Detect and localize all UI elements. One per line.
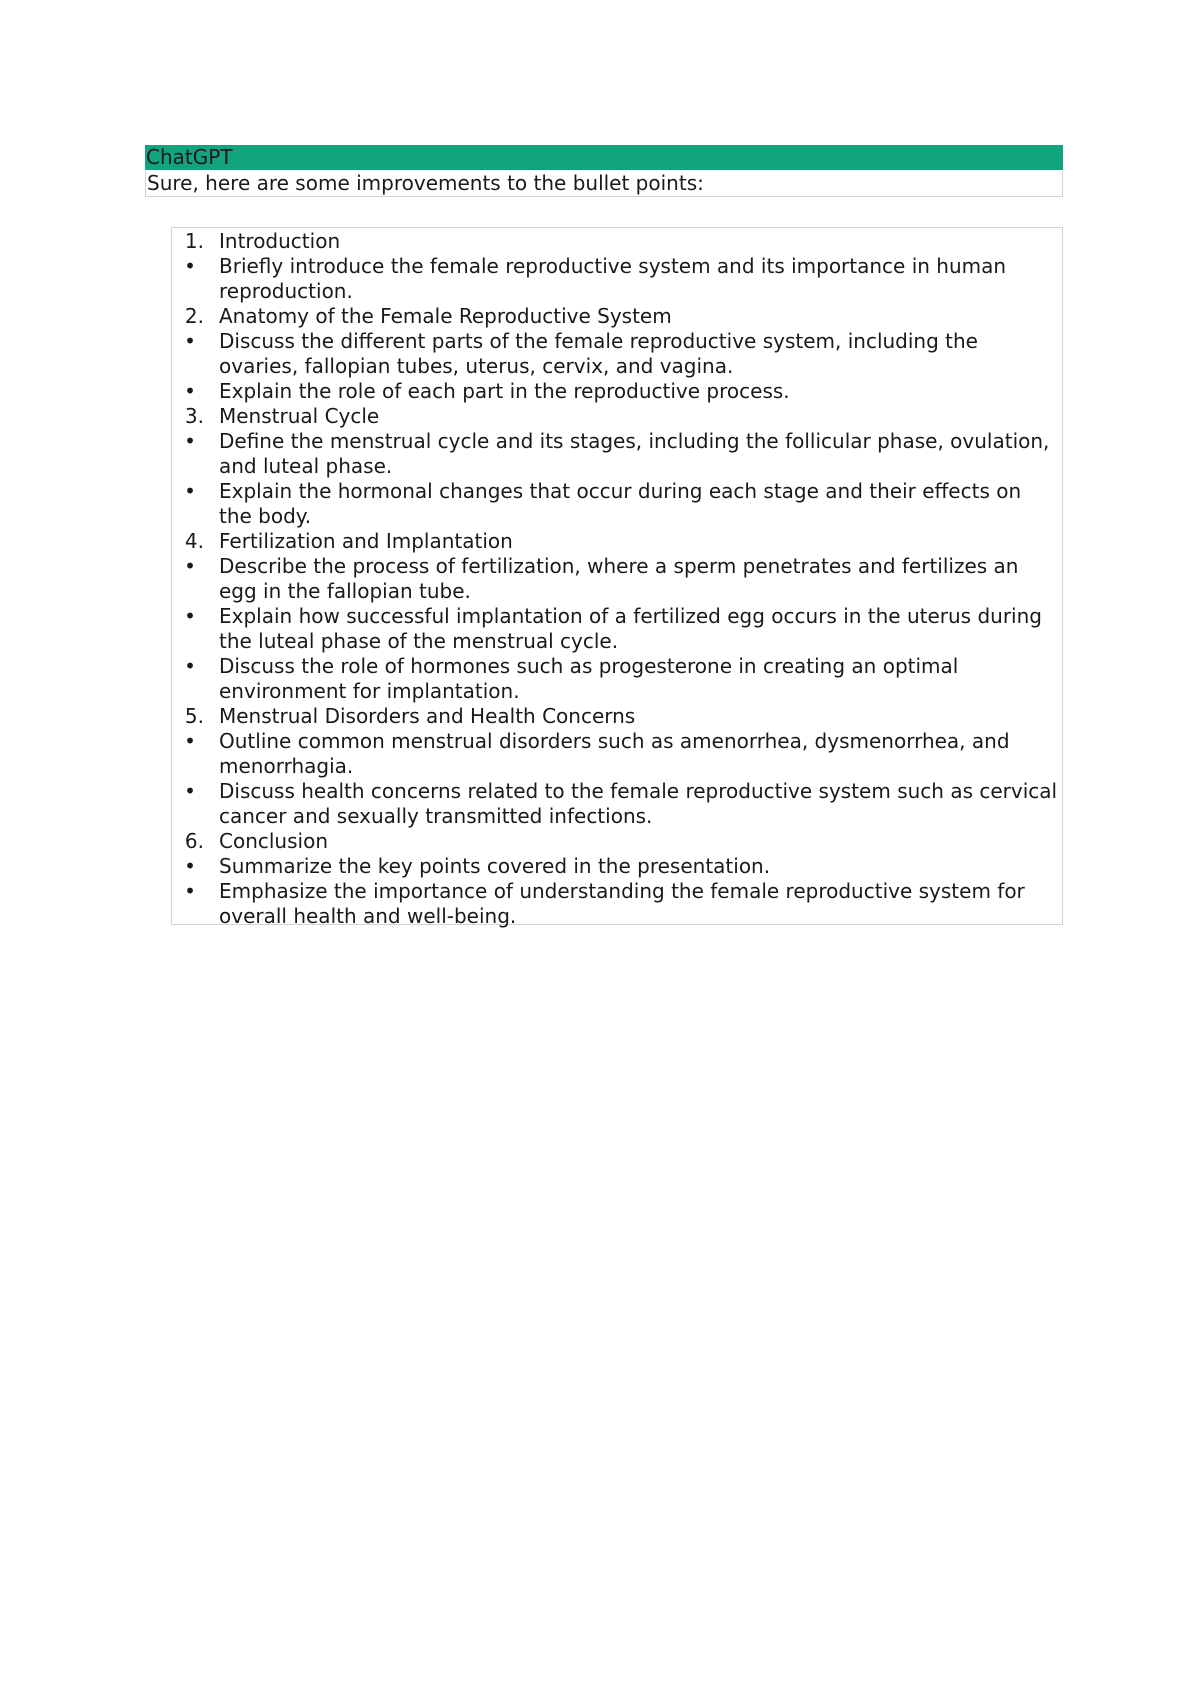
outline-item-bullet: [172, 654, 1062, 704]
bullet-icon: •: [184, 379, 196, 403]
outline-item-numbered: [172, 829, 1062, 854]
outline-item-numbered: [172, 704, 1062, 729]
response-intro: [145, 171, 1063, 197]
item-number: 6.: [184, 829, 204, 853]
item-number: 4.: [184, 529, 204, 553]
item-text: Menstrual Cycle: [219, 404, 380, 428]
chat-author-header: [145, 145, 1063, 170]
outline-item-numbered: [172, 304, 1062, 329]
item-text: Conclusion: [219, 829, 328, 853]
outline-item-bullet: [172, 479, 1062, 529]
item-number: 3.: [184, 404, 204, 428]
item-number: 2.: [184, 304, 204, 328]
item-text: Explain the hormonal changes that occur during each stage and their effects on the body.: [219, 479, 1022, 528]
outline-item-numbered: [172, 404, 1062, 429]
outline-item-bullet: [172, 429, 1062, 479]
item-text: Describe the process of fertilization, where a sperm penetrates and fertilizes an egg in the fallopian tube.: [219, 554, 1019, 603]
outline-item-bullet: [172, 854, 1062, 879]
item-text: Define the menstrual cycle and its stages, including the follicular phase, ovulation, and luteal phase.: [219, 429, 1050, 478]
item-text: Outline common menstrual disorders such as amenorrhea, dysmenorrhea, and menorrhagia.: [219, 729, 1010, 778]
bullet-icon: •: [184, 604, 196, 628]
author-label: ChatGPT: [146, 145, 233, 169]
bullet-icon: •: [184, 554, 196, 578]
bullet-icon: •: [184, 879, 196, 903]
item-number: 5.: [184, 704, 204, 728]
outline-item-bullet: [172, 779, 1062, 829]
item-text: Fertilization and Implantation: [219, 529, 513, 553]
item-text: Briefly introduce the female reproductive system and its importance in human reproduction.: [219, 254, 1007, 303]
bullet-icon: •: [184, 654, 196, 678]
item-text: Introduction: [219, 229, 341, 253]
outline-item-numbered: [172, 229, 1062, 254]
bullet-icon: •: [184, 254, 196, 278]
outline-item-bullet: [172, 729, 1062, 779]
bullet-icon: •: [184, 429, 196, 453]
item-number: 1.: [184, 229, 204, 253]
bullet-icon: •: [184, 854, 196, 878]
outline-list: [171, 227, 1063, 928]
bullet-icon: •: [184, 779, 196, 803]
outline-item-bullet: [172, 879, 1062, 929]
outline-item-bullet: [172, 379, 1062, 404]
item-text: Summarize the key points covered in the presentation.: [219, 854, 771, 878]
item-text: Explain the role of each part in the reproductive process.: [219, 379, 790, 403]
item-text: Discuss the role of hormones such as progesterone in creating an optimal environment for implantation.: [219, 654, 959, 703]
item-text: Menstrual Disorders and Health Concerns: [219, 704, 636, 728]
item-text: Emphasize the importance of understanding the female reproductive system for overall health and well-being.: [219, 879, 1025, 928]
bullet-icon: •: [184, 329, 196, 353]
item-text: Discuss health concerns related to the female reproductive system such as cervical cancer and sexually transmitted infections.: [219, 779, 1058, 828]
intro-text: Sure, here are some improvements to the bullet points:: [147, 171, 704, 195]
bullet-icon: •: [184, 479, 196, 503]
outline-item-bullet: [172, 554, 1062, 604]
item-text: Discuss the different parts of the female reproductive system, including the ovaries, fallopian tubes, uterus, cervix, and vagina.: [219, 329, 978, 378]
item-text: Anatomy of the Female Reproductive System: [219, 304, 672, 328]
outline-item-numbered: [172, 529, 1062, 554]
bullet-icon: •: [184, 729, 196, 753]
item-text: Explain how successful implantation of a fertilized egg occurs in the uterus during the luteal phase of the menstrual cycle.: [219, 604, 1042, 653]
outline-item-bullet: [172, 604, 1062, 654]
outline-item-bullet: [172, 254, 1062, 304]
outline-item-bullet: [172, 329, 1062, 379]
